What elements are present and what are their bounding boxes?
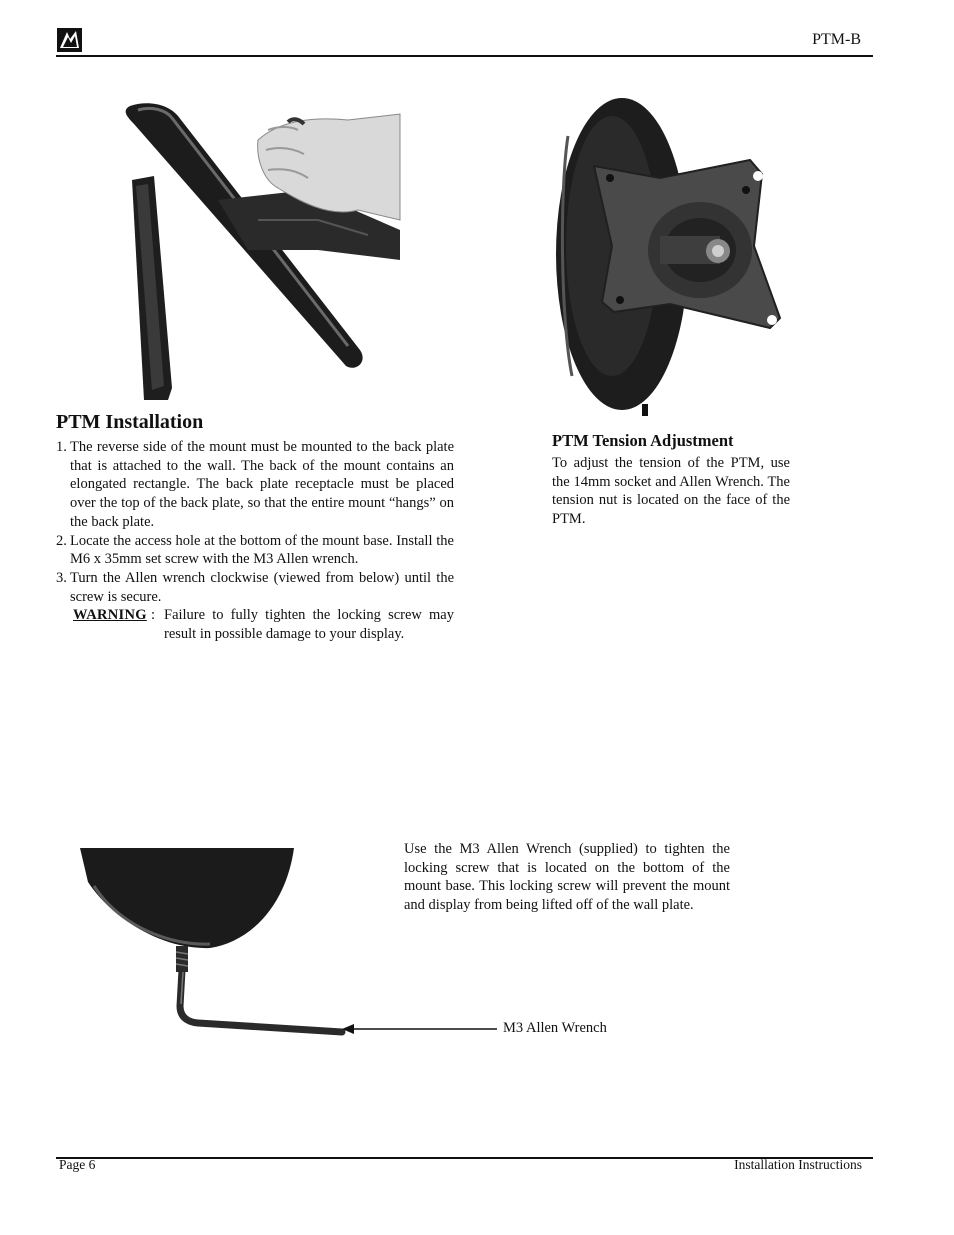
- header-rule: [56, 55, 873, 57]
- step-number: 3.: [56, 569, 67, 586]
- list-item: [56, 569, 454, 606]
- document-title: Installation Instructions: [734, 1157, 862, 1172]
- warning-note: [73, 606, 454, 643]
- wrench-callout-label: M3 Allen Wrench: [503, 1020, 607, 1036]
- installation-title: PTM Installation: [56, 411, 204, 433]
- warning-label: WARNING: [73, 607, 147, 623]
- locking-screw-photo: [80, 846, 350, 1040]
- callout-arrow-icon: [340, 1020, 500, 1038]
- brand-logo-icon: [57, 28, 82, 52]
- document-model: PTM-B: [812, 31, 861, 48]
- installation-steps: [56, 438, 454, 606]
- step-text: The reverse side of the mount must be mounted to the back plate that is attached to the wall. The back of the mount contains an elongated rectangle. The back plate receptacle must be placed over the top of the back plate, so that the entire mount “hangs” on the back plate.: [70, 439, 454, 530]
- step-number: 2.: [56, 532, 67, 549]
- step-text: Turn the Allen wrench clockwise (viewed from below) until the screw is secure.: [70, 569, 454, 605]
- warning-colon: :: [151, 607, 156, 623]
- tension-text: To adjust the tension of the PTM, use the 14mm socket and Allen Wrench. The tension nut is located on the face of the PTM.: [552, 455, 790, 528]
- step-text: Locate the access hole at the bottom of the mount base. Install the M6 x 35mm set screw with the M3 Allen wrench.: [70, 532, 454, 568]
- mount-face-photo: [550, 96, 786, 418]
- list-item: [56, 438, 454, 532]
- list-item: [56, 532, 454, 569]
- tension-title: PTM Tension Adjustment: [552, 431, 734, 450]
- page-number: Page 6: [59, 1157, 96, 1172]
- mount-hanging-photo: [108, 100, 404, 405]
- step-number: 1.: [56, 439, 67, 455]
- warning-text: Failure to fully tighten the locking screw may result in possible damage to your display.: [164, 607, 454, 642]
- locking-text: Use the M3 Allen Wrench (supplied) to tighten the locking screw that is located on the bottom of the mount base. This locking screw will prevent the mount and display from being lifted off of the wall plate.: [404, 841, 730, 914]
